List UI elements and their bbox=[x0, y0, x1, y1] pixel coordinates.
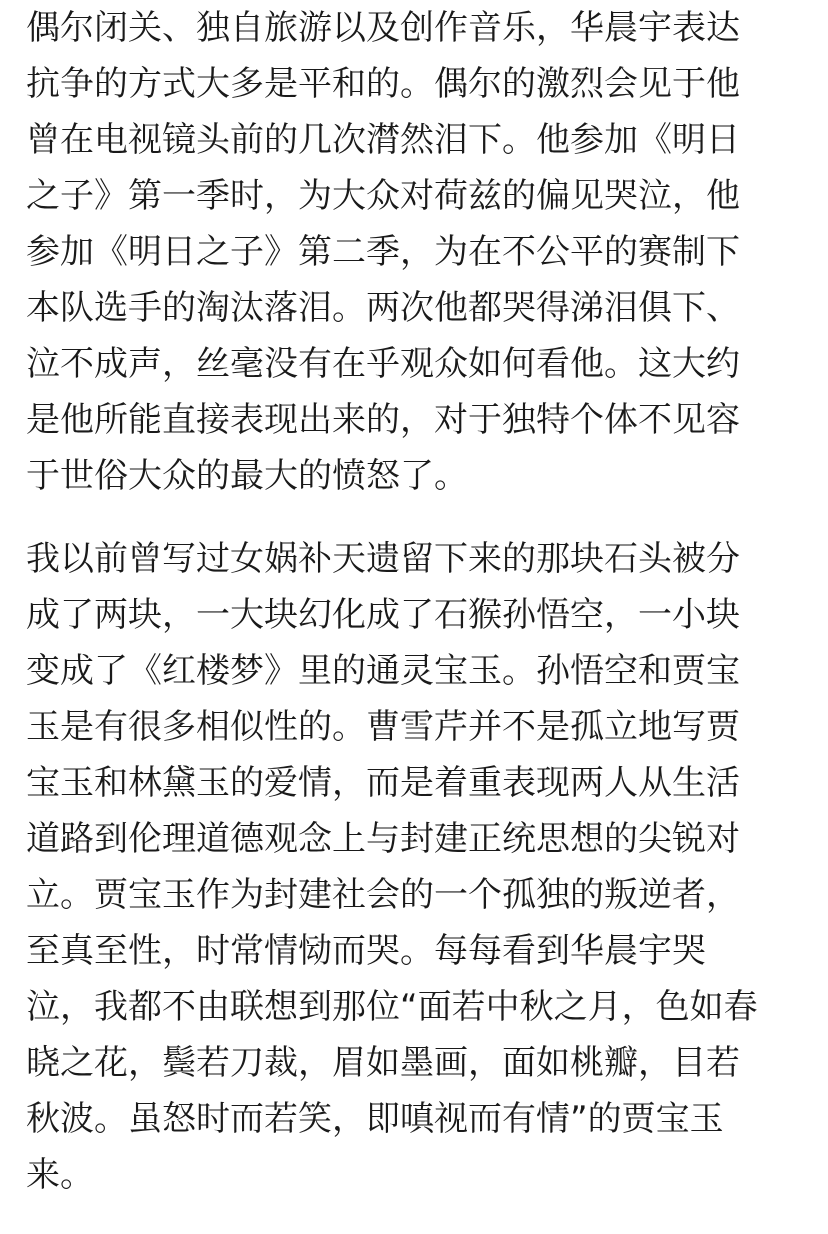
text-line: 成了两块，一大块幻化成了石猴孙悟空，一小块 bbox=[26, 595, 740, 635]
text-line: 道路到伦理道德观念上与封建正统思想的尖锐对 bbox=[26, 819, 740, 859]
text-line: 抗争的方式大多是平和的。偶尔的激烈会见于他 bbox=[26, 64, 740, 104]
text-line: 秋波。虽怒时而若笑，即嗔视而有情”的贾宝玉 bbox=[26, 1099, 724, 1139]
text-line: 是他所能直接表现出来的，对于独特个体不见容 bbox=[26, 400, 740, 440]
article-body bbox=[26, 0, 808, 1203]
text-line: 泣不成声，丝毫没有在乎观众如何看他。这大约 bbox=[26, 344, 740, 384]
text-line: 曾在电视镜头前的几次潸然泪下。他参加《明日 bbox=[26, 120, 740, 160]
text-line: 宝玉和林黛玉的爱情，而是着重表现两人从生活 bbox=[26, 763, 740, 803]
text-line: 于世俗大众的最大的愤怒了。 bbox=[26, 456, 468, 496]
text-line: 泣，我都不由联想到那位“面若中秋之月，色如春 bbox=[26, 987, 758, 1027]
text-line: 玉是有很多相似性的。曹雪芹并不是孤立地写贾 bbox=[26, 707, 740, 747]
text-line: 参加《明日之子》第二季，为在不公平的赛制下 bbox=[26, 232, 740, 272]
text-line: 晓之花，鬓若刀裁，眉如墨画，面如桃瓣，目若 bbox=[26, 1043, 740, 1083]
text-line: 变成了《红楼梦》里的通灵宝玉。孙悟空和贾宝 bbox=[26, 651, 740, 691]
text-line: 至真至性，时常情恸而哭。每每看到华晨宇哭 bbox=[26, 931, 706, 971]
text-line: 立。贾宝玉作为封建社会的一个孤独的叛逆者， bbox=[26, 875, 740, 915]
text-line: 我以前曾写过女娲补天遗留下来的那块石头被分 bbox=[26, 539, 740, 579]
text-line: 偶尔闭关、独自旅游以及创作音乐，华晨宇表达 bbox=[26, 8, 740, 48]
paragraph-2 bbox=[26, 531, 808, 1203]
paragraph-1 bbox=[26, 0, 808, 504]
text-line: 来。 bbox=[26, 1155, 94, 1195]
text-line: 本队选手的淘汰落泪。两次他都哭得涕泪俱下、 bbox=[26, 288, 740, 328]
text-line: 之子》第一季时，为大众对荷兹的偏见哭泣，他 bbox=[26, 176, 740, 216]
